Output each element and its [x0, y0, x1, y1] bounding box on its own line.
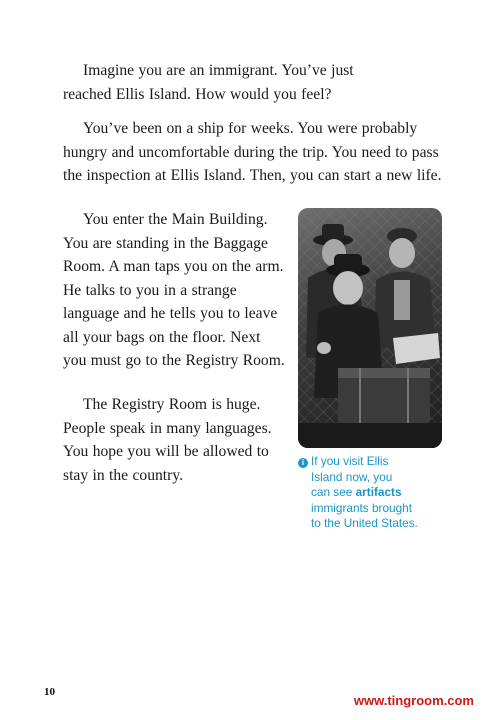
photo-caption [298, 454, 448, 532]
paragraph-ship: You’ve been on a ship for weeks. You were probably hungry and uncomfortable during the trip. You need to pass the inspection at Ellis Island. Then, you can start a new life. [63, 120, 442, 184]
immigrants-photo [298, 208, 442, 448]
page-number: 10 [44, 686, 55, 698]
caption-line-1: i If you visit Ellis [298, 454, 448, 470]
paragraph-intro: Imagine you are an immigrant. You’ve just reached Ellis Island. How would you feel? [63, 62, 354, 103]
caption-line-4: immigrants brought [311, 500, 412, 515]
caption-line-2: Island now, you [311, 469, 393, 484]
info-icon: i [298, 458, 308, 468]
caption-line-3: can see artifacts [311, 485, 402, 500]
artifacts-keyword: artifacts [355, 485, 402, 500]
paragraph-registry-room: The Registry Room is huge. People speak in many languages. You hope you will be allowed to stay in the country. [63, 396, 272, 484]
watermark: www.tingroom.com [353, 693, 474, 708]
photo-illustration [298, 208, 442, 448]
caption-line-5: to the United States. [311, 516, 418, 531]
paragraph-main-building: You enter the Main Building. You are standing in the Baggage Room. A man taps you on the arm. He talks to you in a strange language and he tells you to leave all your bags on the floor. Next you must go to the Registry Room. [63, 211, 285, 369]
